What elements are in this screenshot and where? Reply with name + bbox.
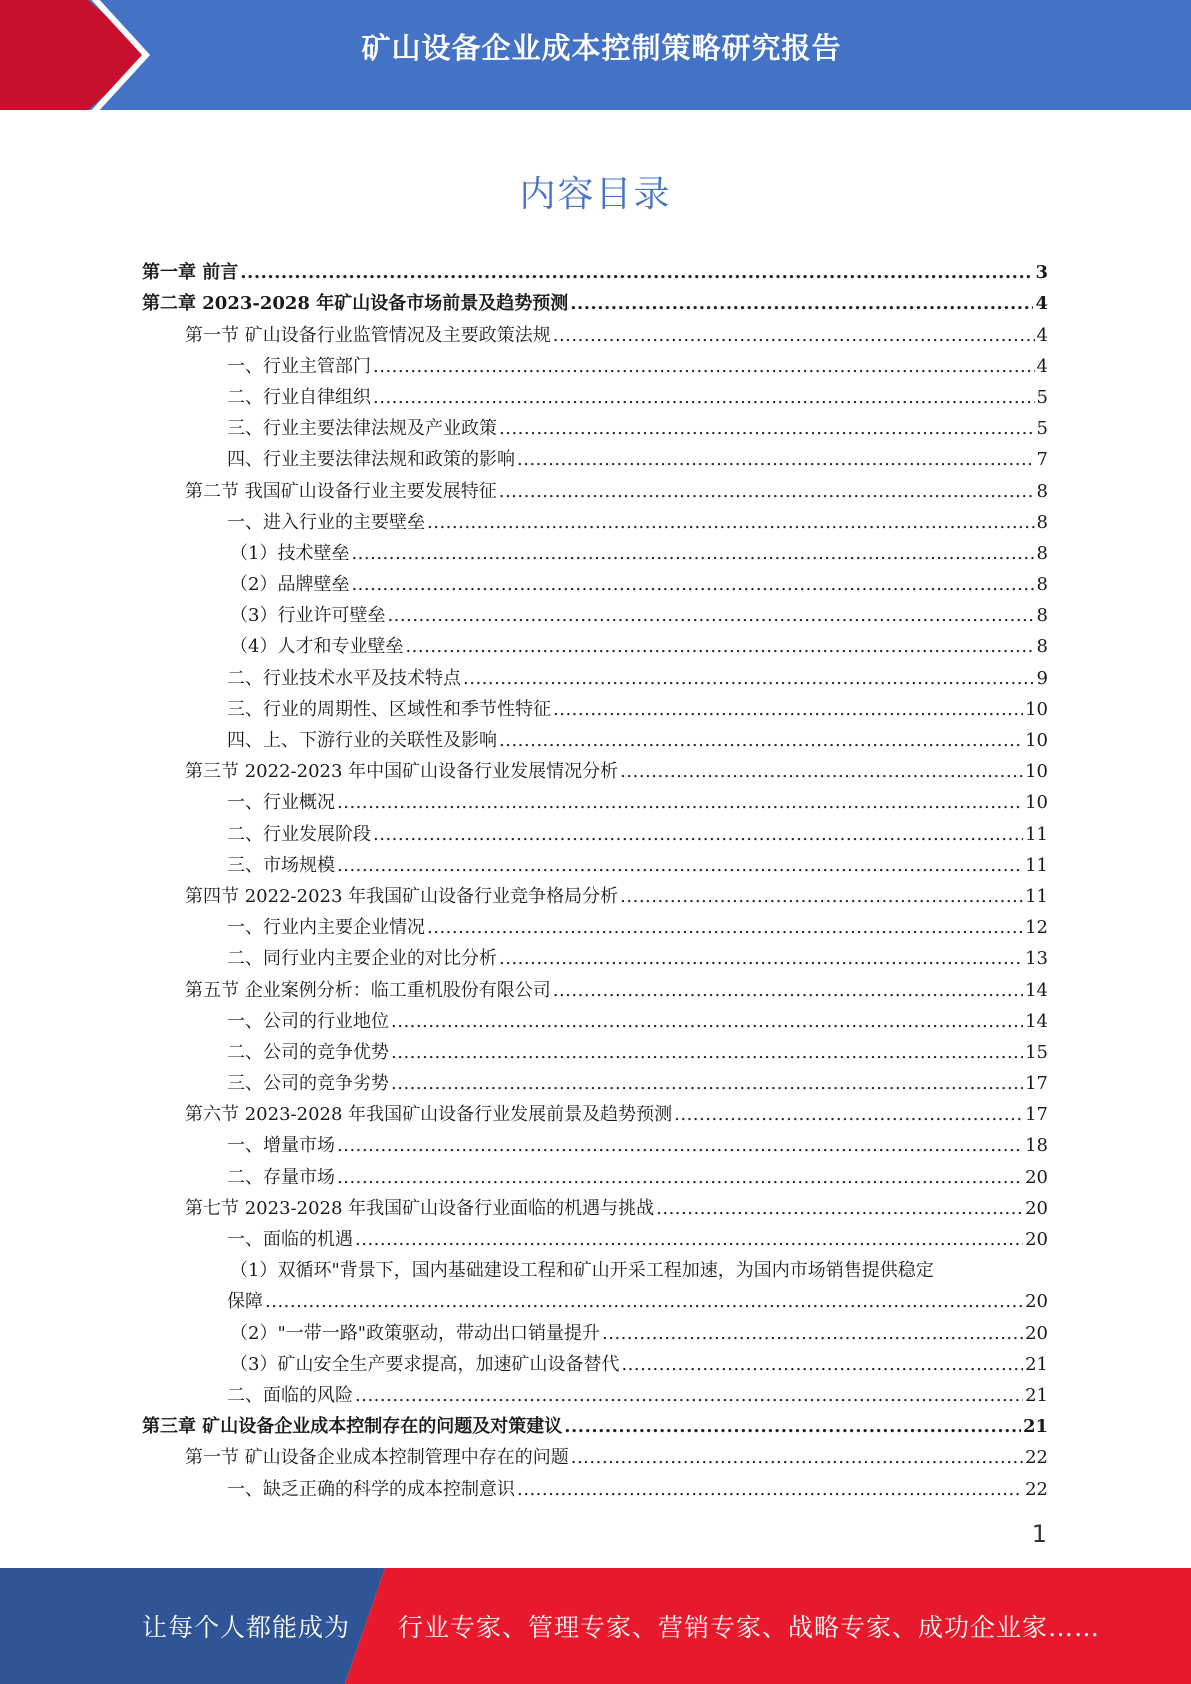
toc-entry-label: 第五节 企业案例分析：临工重机股份有限公司: [185, 979, 551, 1001]
toc-entry-label: 第四节 2022-2023 年我国矿山设备行业竞争格局分析: [185, 885, 619, 907]
toc-entry-page: 8: [1036, 605, 1048, 627]
toc-entry[interactable]: [142, 1407, 1048, 1438]
toc-entry-label: 一、进入行业的主要壁垒: [227, 511, 425, 533]
toc-entry-label: 二、面临的风险: [227, 1384, 353, 1406]
toc-entry-page: 14: [1025, 979, 1048, 1001]
toc-entry-page: 8: [1036, 511, 1048, 533]
toc-entry-label: 一、缺乏正确的科学的成本控制意识: [227, 1478, 515, 1500]
toc-entry-page: 21: [1022, 1416, 1048, 1438]
toc-entry-label: 二、同行业内主要企业的对比分析: [227, 948, 497, 970]
toc-entry-label: 第一章 前言: [142, 262, 239, 284]
toc-entry-page: 21: [1025, 1384, 1048, 1406]
toc-entry[interactable]: [142, 877, 1048, 908]
toc-entry-label: 一、公司的行业地位: [227, 1010, 389, 1032]
toc-entry-label: 四、上、下游行业的关联性及影响: [227, 730, 497, 751]
toc-entry[interactable]: [142, 970, 1048, 1001]
toc-entry[interactable]: [142, 315, 1048, 346]
toc-entry-page: 8: [1036, 574, 1048, 596]
toc-entry[interactable]: [142, 1313, 1048, 1344]
toc-entry[interactable]: [142, 1002, 1048, 1033]
toc-entry[interactable]: [142, 409, 1048, 440]
toc-entry-label: 第三节 2022-2023 年中国矿山设备行业发展情况分析: [185, 761, 619, 783]
toc-entry-label: （2）"一带一路"政策驱动，带动出口销量提升: [230, 1322, 601, 1344]
toc-entry[interactable]: [142, 253, 1048, 284]
toc-entry[interactable]: [142, 471, 1048, 502]
toc-entry-page: 5: [1036, 386, 1048, 408]
toc-entry-label: 第一节 矿山设备行业监管情况及主要政策法规: [185, 324, 551, 346]
toc-entry-label: 三、市场规模: [227, 854, 335, 876]
toc-entry-page: 8: [1036, 480, 1048, 502]
toc-entry[interactable]: [142, 378, 1048, 409]
toc-entry-label: 三、行业主要法律法规及产业政策: [227, 418, 497, 440]
toc-entry[interactable]: [142, 1376, 1048, 1407]
toc-entry-label: 三、公司的竞争劣势: [227, 1073, 389, 1095]
toc-entry-label: 一、行业主管部门: [227, 355, 371, 377]
toc-entry-wrapped[interactable]: [142, 1251, 1048, 1282]
toc-entry-label: 一、行业内主要企业情况: [227, 917, 425, 939]
toc-entry[interactable]: [142, 1345, 1048, 1376]
toc-entry-label: 第六节 2023-2028 年我国矿山设备行业发展前景及趋势预测: [185, 1104, 673, 1126]
toc-entry[interactable]: [142, 565, 1048, 596]
toc-entry[interactable]: [142, 752, 1048, 783]
toc-entry[interactable]: [142, 440, 1048, 471]
toc-entry[interactable]: [142, 1469, 1048, 1500]
toc-entry[interactable]: [142, 347, 1048, 378]
toc-entry-label: 二、存量市场: [227, 1166, 335, 1188]
toc-entry-label: 二、行业技术水平及技术特点: [227, 667, 461, 689]
toc-entry[interactable]: [142, 1189, 1048, 1220]
toc-entry-page: 8: [1036, 542, 1048, 564]
toc-entry-page: 15: [1025, 1041, 1048, 1063]
toc-entry-label: 第七节 2023-2028 年我国矿山设备行业面临的机遇与挑战: [185, 1197, 655, 1219]
toc-entry-page: 14: [1025, 1010, 1048, 1032]
report-title: 矿山设备企业成本控制策略研究报告: [361, 31, 842, 65]
toc-entry-label: 第一节 矿山设备企业成本控制管理中存在的问题: [185, 1447, 569, 1469]
toc-entry[interactable]: [142, 846, 1048, 877]
toc-entry[interactable]: [142, 1064, 1048, 1095]
toc-heading: 内容目录: [519, 174, 672, 215]
toc-entry-label: 一、行业概况: [227, 792, 335, 814]
report-header: [0, 0, 1191, 110]
toc-entry-page: 10: [1025, 761, 1048, 783]
toc-entry-page: 21: [1025, 1353, 1048, 1375]
toc-entry-page: 11: [1025, 823, 1048, 845]
toc-entry[interactable]: [142, 1220, 1048, 1251]
toc-entry-page: 20: [1025, 1229, 1048, 1250]
toc-entry[interactable]: [142, 596, 1048, 627]
toc-entry-continuation[interactable]: [142, 1282, 1048, 1313]
footer-slogan-right: 行业专家、管理专家、营销专家、战略专家、成功企业家……: [398, 1613, 1101, 1642]
toc-entry[interactable]: [142, 939, 1048, 970]
toc-entry[interactable]: [142, 1126, 1048, 1157]
toc-entry[interactable]: [142, 783, 1048, 814]
toc-entry-page: 12: [1025, 917, 1048, 939]
toc-entry-page: 8: [1036, 636, 1048, 658]
toc-entry-page: 3: [1035, 262, 1048, 284]
toc-entry-page: 7: [1036, 449, 1048, 471]
toc-entry-page: 20: [1025, 1197, 1048, 1219]
toc-entry-page: 20: [1025, 1291, 1048, 1313]
toc-entry-page: 13: [1025, 948, 1048, 970]
toc-entry[interactable]: [142, 1438, 1048, 1469]
toc-entry-page: 10: [1025, 698, 1048, 720]
toc-entry-label: 二、公司的竞争优势: [227, 1041, 389, 1063]
toc-entry[interactable]: [142, 503, 1048, 534]
toc-entry-page: 20: [1025, 1166, 1048, 1188]
toc-entry-label: （2）品牌壁垒: [230, 574, 350, 596]
toc-entry[interactable]: [142, 1033, 1048, 1064]
toc-entry-page: 22: [1025, 1478, 1048, 1500]
toc-entry-page: 9: [1036, 667, 1048, 689]
toc-entry-page: 4: [1036, 324, 1048, 346]
toc-entry-page: 4: [1035, 293, 1048, 315]
table-of-contents: [142, 253, 1048, 1501]
toc-entry-label: 第二节 我国矿山设备行业主要发展特征: [185, 480, 497, 502]
toc-entry-label: 三、行业的周期性、区域性和季节性特征: [227, 698, 551, 720]
toc-entry-label: （4）人才和专业壁垒: [230, 636, 404, 658]
toc-entry-label: （1）技术壁垒: [230, 542, 350, 564]
toc-entry[interactable]: [142, 721, 1048, 752]
toc-entry[interactable]: [142, 284, 1048, 315]
toc-entry-label: 第二章 2023-2028 年矿山设备市场前景及趋势预测: [142, 293, 569, 315]
toc-entry-page: 10: [1025, 730, 1048, 751]
toc-entry-label: 第三章 矿山设备企业成本控制存在的问题及对策建议: [142, 1416, 563, 1438]
toc-entry[interactable]: [142, 1095, 1048, 1126]
toc-entry-label: 一、面临的机遇: [227, 1229, 353, 1250]
toc-entry-page: 5: [1036, 418, 1048, 440]
toc-entry-label: 四、行业主要法律法规和政策的影响: [227, 449, 515, 471]
toc-entry[interactable]: [142, 534, 1048, 565]
toc-entry-label: （3）矿山安全生产要求提高，加速矿山设备替代: [230, 1353, 620, 1375]
footer-slogan-left: 让每个人都能成为: [142, 1613, 351, 1642]
toc-entry-label: 保障: [227, 1291, 263, 1313]
page-number: 1: [1031, 1520, 1047, 1548]
toc-entry[interactable]: [142, 814, 1048, 845]
toc-entry-label: （3）行业许可壁垒: [230, 605, 386, 627]
toc-entry-page: 11: [1025, 854, 1048, 876]
toc-entry[interactable]: [142, 627, 1048, 658]
footer-banner: [0, 1568, 1191, 1684]
toc-entry-label: 二、行业自律组织: [227, 386, 371, 408]
toc-entry-page: 17: [1025, 1104, 1048, 1126]
toc-entry-label: 二、行业发展阶段: [227, 823, 371, 845]
toc-entry-page: 17: [1025, 1073, 1048, 1095]
toc-entry[interactable]: [142, 658, 1048, 689]
toc-entry[interactable]: [142, 690, 1048, 721]
toc-entry-page: 10: [1025, 792, 1048, 814]
toc-entry-label: （1）双循环"背景下，国内基础建设工程和矿山开采工程加速，为国内市场销售提供稳定: [230, 1260, 934, 1282]
toc-entry-page: 18: [1025, 1135, 1048, 1157]
toc-entry[interactable]: [142, 1157, 1048, 1188]
toc-entry-page: 11: [1025, 885, 1048, 907]
toc-entry-label: 一、增量市场: [227, 1135, 335, 1157]
toc-entry-page: 20: [1025, 1322, 1048, 1344]
toc-entry-page: 22: [1025, 1447, 1048, 1469]
toc-entry-page: 4: [1036, 355, 1048, 377]
toc-entry[interactable]: [142, 908, 1048, 939]
